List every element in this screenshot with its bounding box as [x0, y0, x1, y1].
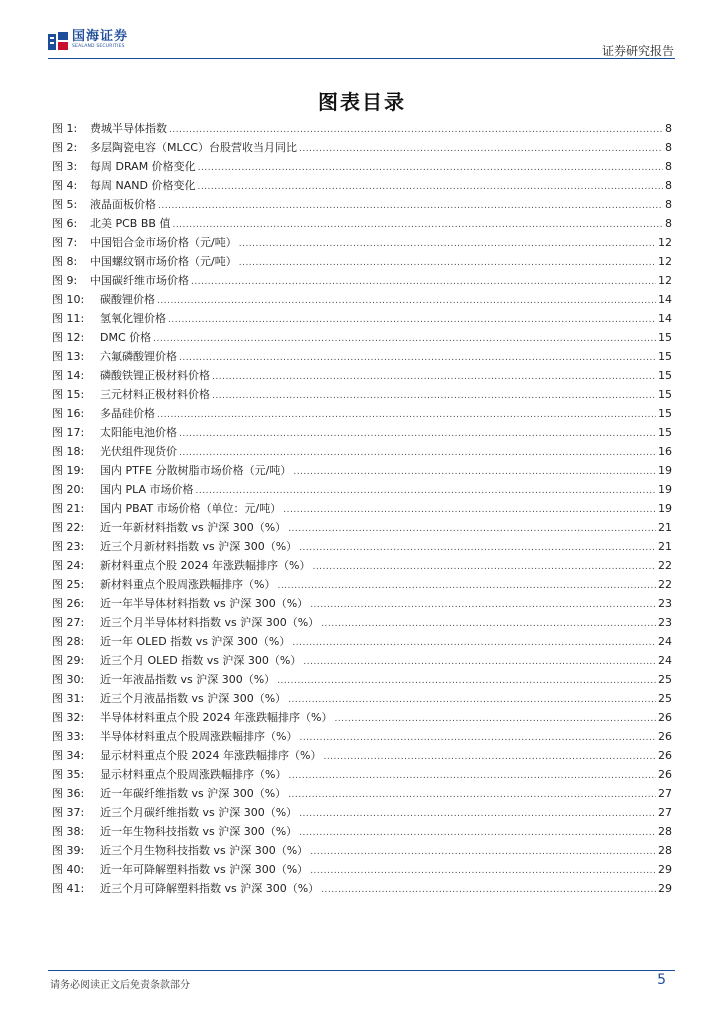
entry-title: 国内 PTFE 分散树脂市场价格（元/吨） — [100, 464, 292, 477]
toc-entry[interactable] — [52, 594, 672, 613]
entry-number: 图 1: — [52, 122, 78, 135]
entry-number: 图 20: — [52, 483, 85, 496]
entry-page-number: 23 — [658, 597, 672, 610]
page-header — [48, 30, 678, 60]
entry-title: 近一年半导体材料指数 vs 沪深 300（%） — [100, 597, 309, 610]
entry-title: 多层陶瓷电容（MLCC）台股营收当月同比 — [90, 141, 297, 154]
entry-title: 半导体材料重点个股周涨跌幅排序（%） — [100, 730, 298, 743]
entry-title: 每周 DRAM 价格变化 — [90, 160, 196, 173]
entry-page-number: 27 — [658, 787, 672, 800]
toc-entry[interactable] — [52, 689, 672, 708]
dot-leader — [299, 539, 656, 558]
entry-title: 液晶面板价格 — [90, 198, 156, 211]
toc-entry[interactable] — [52, 252, 672, 271]
entry-title: 近一年液晶指数 vs 沪深 300（%） — [100, 673, 276, 686]
entry-title: 近三个月 OLED 指数 vs 沪深 300（%） — [100, 654, 302, 667]
entry-page-number: 15 — [658, 350, 672, 363]
dot-leader — [312, 558, 656, 577]
dot-leader — [323, 748, 656, 767]
entry-title: 中国螺纹钢市场价格（元/吨） — [90, 255, 237, 268]
entry-number: 图 17: — [52, 426, 85, 439]
entry-title: 半导体材料重点个股 2024 年涨跌幅排序（%） — [100, 711, 333, 724]
entry-page-number: 24 — [658, 635, 672, 648]
toc-entry[interactable] — [52, 708, 672, 727]
dot-leader — [179, 349, 656, 368]
entry-page-number: 15 — [658, 388, 672, 401]
entry-number: 图 18: — [52, 445, 85, 458]
entry-number: 图 37: — [52, 806, 85, 819]
figure-toc-list — [52, 119, 672, 898]
entry-page-number: 19 — [658, 502, 672, 515]
dot-leader — [293, 463, 656, 482]
entry-number: 图 12: — [52, 331, 85, 344]
dot-leader — [303, 653, 656, 672]
toc-entry[interactable] — [52, 746, 672, 765]
entry-number: 图 35: — [52, 768, 85, 781]
entry-number: 图 5: — [52, 198, 78, 211]
entry-number: 图 28: — [52, 635, 85, 648]
dot-leader — [212, 387, 656, 406]
entry-number: 图 24: — [52, 559, 85, 572]
entry-number: 图 14: — [52, 369, 85, 382]
dot-leader — [212, 368, 656, 387]
entry-title: 近三个月新材料指数 vs 沪深 300（%） — [100, 540, 298, 553]
entry-number: 图 10: — [52, 293, 85, 306]
entry-number: 图 31: — [52, 692, 85, 705]
entry-number: 图 7: — [52, 236, 78, 249]
entry-title: 显示材料重点个股周涨跌幅排序（%） — [100, 768, 287, 781]
entry-page-number: 22 — [658, 559, 672, 572]
entry-title: 磷酸铁锂正极材料价格 — [100, 369, 210, 382]
entry-title: 氢氧化锂价格 — [100, 312, 166, 325]
entry-title: DMC 价格 — [100, 331, 152, 344]
dot-leader — [310, 843, 656, 862]
toc-entry[interactable] — [52, 290, 672, 309]
toc-entry[interactable] — [52, 556, 672, 575]
toc-entry[interactable] — [52, 328, 672, 347]
report-type-label: 证券研究报告 — [601, 44, 674, 58]
dot-leader — [321, 881, 656, 900]
entry-page-number: 16 — [658, 445, 672, 458]
toc-entry[interactable] — [52, 670, 672, 689]
entry-title: 中国碳纤维市场价格 — [90, 274, 189, 287]
entry-title: 新材料重点个股周涨跌幅排序（%） — [100, 578, 276, 591]
entry-title: 近三个月可降解塑料指数 vs 沪深 300（%） — [100, 882, 320, 895]
entry-page-number: 15 — [658, 331, 672, 344]
dot-leader — [310, 596, 656, 615]
toc-entry[interactable] — [52, 879, 672, 898]
dot-leader — [310, 862, 656, 881]
toc-entry[interactable] — [52, 499, 672, 518]
entry-page-number: 21 — [658, 521, 672, 534]
entry-title: 显示材料重点个股 2024 年涨跌幅排序（%） — [100, 749, 322, 762]
dot-leader — [168, 311, 656, 330]
dot-leader — [172, 216, 663, 235]
dot-leader — [288, 786, 656, 805]
entry-number: 图 11: — [52, 312, 85, 325]
entry-title: 每周 NAND 价格变化 — [90, 179, 196, 192]
toc-entry[interactable] — [52, 157, 672, 176]
toc-entry[interactable] — [52, 461, 672, 480]
logo-name: 国海证券 — [72, 29, 129, 44]
entry-page-number: 29 — [658, 882, 672, 895]
toc-entry[interactable] — [52, 309, 672, 328]
entry-page-number: 14 — [658, 312, 672, 325]
dot-leader — [299, 824, 656, 843]
dot-leader — [158, 197, 663, 216]
dot-leader — [157, 292, 656, 311]
entry-number: 图 22: — [52, 521, 85, 534]
entry-number: 图 41: — [52, 882, 85, 895]
entry-page-number: 12 — [658, 236, 672, 249]
entry-number: 图 16: — [52, 407, 85, 420]
toc-entry[interactable] — [52, 385, 672, 404]
entry-title: 近一年生物科技指数 vs 沪深 300（%） — [100, 825, 298, 838]
toc-entry[interactable] — [52, 233, 672, 252]
dot-leader — [299, 140, 663, 159]
entry-page-number: 8 — [665, 198, 672, 211]
entry-page-number: 14 — [658, 293, 672, 306]
entry-page-number: 8 — [665, 141, 672, 154]
entry-number: 图 34: — [52, 749, 85, 762]
entry-title: 近三个月碳纤维指数 vs 沪深 300（%） — [100, 806, 298, 819]
dot-leader — [277, 577, 656, 596]
entry-title: 近三个月半导体材料指数 vs 沪深 300（%） — [100, 616, 320, 629]
entry-page-number: 12 — [658, 255, 672, 268]
entry-number: 图 33: — [52, 730, 85, 743]
header-divider — [48, 58, 675, 59]
toc-entry[interactable] — [52, 727, 672, 746]
dot-leader — [283, 501, 656, 520]
entry-number: 图 39: — [52, 844, 85, 857]
entry-page-number: 26 — [658, 711, 672, 724]
entry-number: 图 29: — [52, 654, 85, 667]
dot-leader — [239, 235, 656, 254]
dot-leader — [292, 634, 656, 653]
entry-page-number: 28 — [658, 844, 672, 857]
toc-entry[interactable] — [52, 651, 672, 670]
toc-entry[interactable] — [52, 366, 672, 385]
dot-leader — [157, 406, 656, 425]
dot-leader — [299, 729, 656, 748]
toc-entry[interactable] — [52, 423, 672, 442]
entry-page-number: 25 — [658, 692, 672, 705]
entry-page-number: 12 — [658, 274, 672, 287]
footer-divider — [48, 970, 675, 971]
toc-entry[interactable] — [52, 841, 672, 860]
entry-number: 图 27: — [52, 616, 85, 629]
entry-number: 图 26: — [52, 597, 85, 610]
toc-entry[interactable] — [52, 404, 672, 423]
toc-entry[interactable] — [52, 176, 672, 195]
entry-number: 图 15: — [52, 388, 85, 401]
entry-page-number: 26 — [658, 749, 672, 762]
dot-leader — [197, 178, 663, 197]
entry-page-number: 15 — [658, 426, 672, 439]
entry-title: 国内 PBAT 市场价格（单位：元/吨） — [100, 502, 282, 515]
entry-page-number: 21 — [658, 540, 672, 553]
entry-number: 图 9: — [52, 274, 78, 287]
toc-entry[interactable] — [52, 480, 672, 499]
entry-title: 六氟磷酸锂价格 — [100, 350, 177, 363]
page-title: 图表目录 — [318, 90, 406, 114]
entry-page-number: 22 — [658, 578, 672, 591]
entry-page-number: 19 — [658, 483, 672, 496]
entry-number: 图 25: — [52, 578, 85, 591]
toc-entry[interactable] — [52, 347, 672, 366]
entry-page-number: 15 — [658, 407, 672, 420]
toc-entry[interactable] — [52, 765, 672, 784]
entry-page-number: 8 — [665, 122, 672, 135]
toc-entry[interactable] — [52, 195, 672, 214]
entry-page-number: 24 — [658, 654, 672, 667]
dot-leader — [179, 425, 656, 444]
entry-title: 新材料重点个股 2024 年涨跌幅排序（%） — [100, 559, 311, 572]
toc-entry[interactable] — [52, 803, 672, 822]
dot-leader — [277, 672, 656, 691]
toc-entry[interactable] — [52, 537, 672, 556]
dot-leader — [153, 330, 656, 349]
toc-entry[interactable] — [52, 138, 672, 157]
entry-title: 碳酸锂价格 — [100, 293, 155, 306]
dot-leader — [321, 615, 656, 634]
entry-title: 中国铝合金市场价格（元/吨） — [90, 236, 237, 249]
entry-title: 费城半导体指数 — [90, 122, 167, 135]
entry-page-number: 8 — [665, 179, 672, 192]
dot-leader — [334, 710, 656, 729]
entry-page-number: 25 — [658, 673, 672, 686]
dot-leader — [288, 691, 656, 710]
page-number: 5 — [657, 972, 666, 988]
dot-leader — [239, 254, 656, 273]
entry-number: 图 23: — [52, 540, 85, 553]
disclaimer-note: 请务必阅读正文后免责条款部分 — [50, 980, 190, 991]
entry-number: 图 13: — [52, 350, 85, 363]
toc-entry[interactable] — [52, 632, 672, 651]
toc-entry[interactable] — [52, 822, 672, 841]
entry-title: 三元材料正极材料价格 — [100, 388, 210, 401]
entry-page-number: 29 — [658, 863, 672, 876]
toc-entry[interactable] — [52, 575, 672, 594]
company-logo — [48, 30, 128, 52]
entry-number: 图 38: — [52, 825, 85, 838]
entry-number: 图 40: — [52, 863, 85, 876]
dot-leader — [299, 805, 656, 824]
toc-entry[interactable] — [52, 613, 672, 632]
entry-number: 图 4: — [52, 179, 78, 192]
entry-number: 图 19: — [52, 464, 85, 477]
toc-entry[interactable] — [52, 119, 672, 138]
toc-entry[interactable] — [52, 442, 672, 461]
entry-title: 国内 PLA 市场价格 — [100, 483, 194, 496]
toc-entry[interactable] — [52, 784, 672, 803]
toc-entry[interactable] — [52, 214, 672, 233]
entry-number: 图 8: — [52, 255, 78, 268]
entry-page-number: 8 — [665, 217, 672, 230]
entry-number: 图 2: — [52, 141, 78, 154]
toc-entry[interactable] — [52, 518, 672, 537]
dot-leader — [288, 520, 656, 539]
toc-entry[interactable] — [52, 860, 672, 879]
entry-title: 光伏组件现货价 — [100, 445, 177, 458]
sealand-logo-icon — [48, 32, 68, 52]
entry-page-number: 19 — [658, 464, 672, 477]
entry-page-number: 8 — [665, 160, 672, 173]
entry-number: 图 6: — [52, 217, 78, 230]
entry-title: 太阳能电池价格 — [100, 426, 177, 439]
entry-page-number: 23 — [658, 616, 672, 629]
dot-leader — [198, 159, 663, 178]
entry-number: 图 3: — [52, 160, 78, 173]
entry-title: 近三个月生物科技指数 vs 沪深 300（%） — [100, 844, 309, 857]
entry-title: 近一年新材料指数 vs 沪深 300（%） — [100, 521, 287, 534]
entry-page-number: 28 — [658, 825, 672, 838]
entry-title: 近一年可降解塑料指数 vs 沪深 300（%） — [100, 863, 309, 876]
entry-page-number: 26 — [658, 730, 672, 743]
entry-number: 图 36: — [52, 787, 85, 800]
entry-number: 图 21: — [52, 502, 85, 515]
entry-title: 近一年碳纤维指数 vs 沪深 300（%） — [100, 787, 287, 800]
entry-page-number: 26 — [658, 768, 672, 781]
dot-leader — [288, 767, 656, 786]
dot-leader — [191, 273, 656, 292]
logo-subtitle: SEALAND SECURITIES — [72, 44, 125, 49]
entry-number: 图 30: — [52, 673, 85, 686]
entry-title: 近三个月液晶指数 vs 沪深 300（%） — [100, 692, 287, 705]
entry-title: 北美 PCB BB 值 — [90, 217, 171, 230]
entry-page-number: 27 — [658, 806, 672, 819]
entry-page-number: 15 — [658, 369, 672, 382]
entry-title: 多晶硅价格 — [100, 407, 155, 420]
toc-entry[interactable] — [52, 271, 672, 290]
entry-number: 图 32: — [52, 711, 85, 724]
entry-title: 近一年 OLED 指数 vs 沪深 300（%） — [100, 635, 291, 648]
